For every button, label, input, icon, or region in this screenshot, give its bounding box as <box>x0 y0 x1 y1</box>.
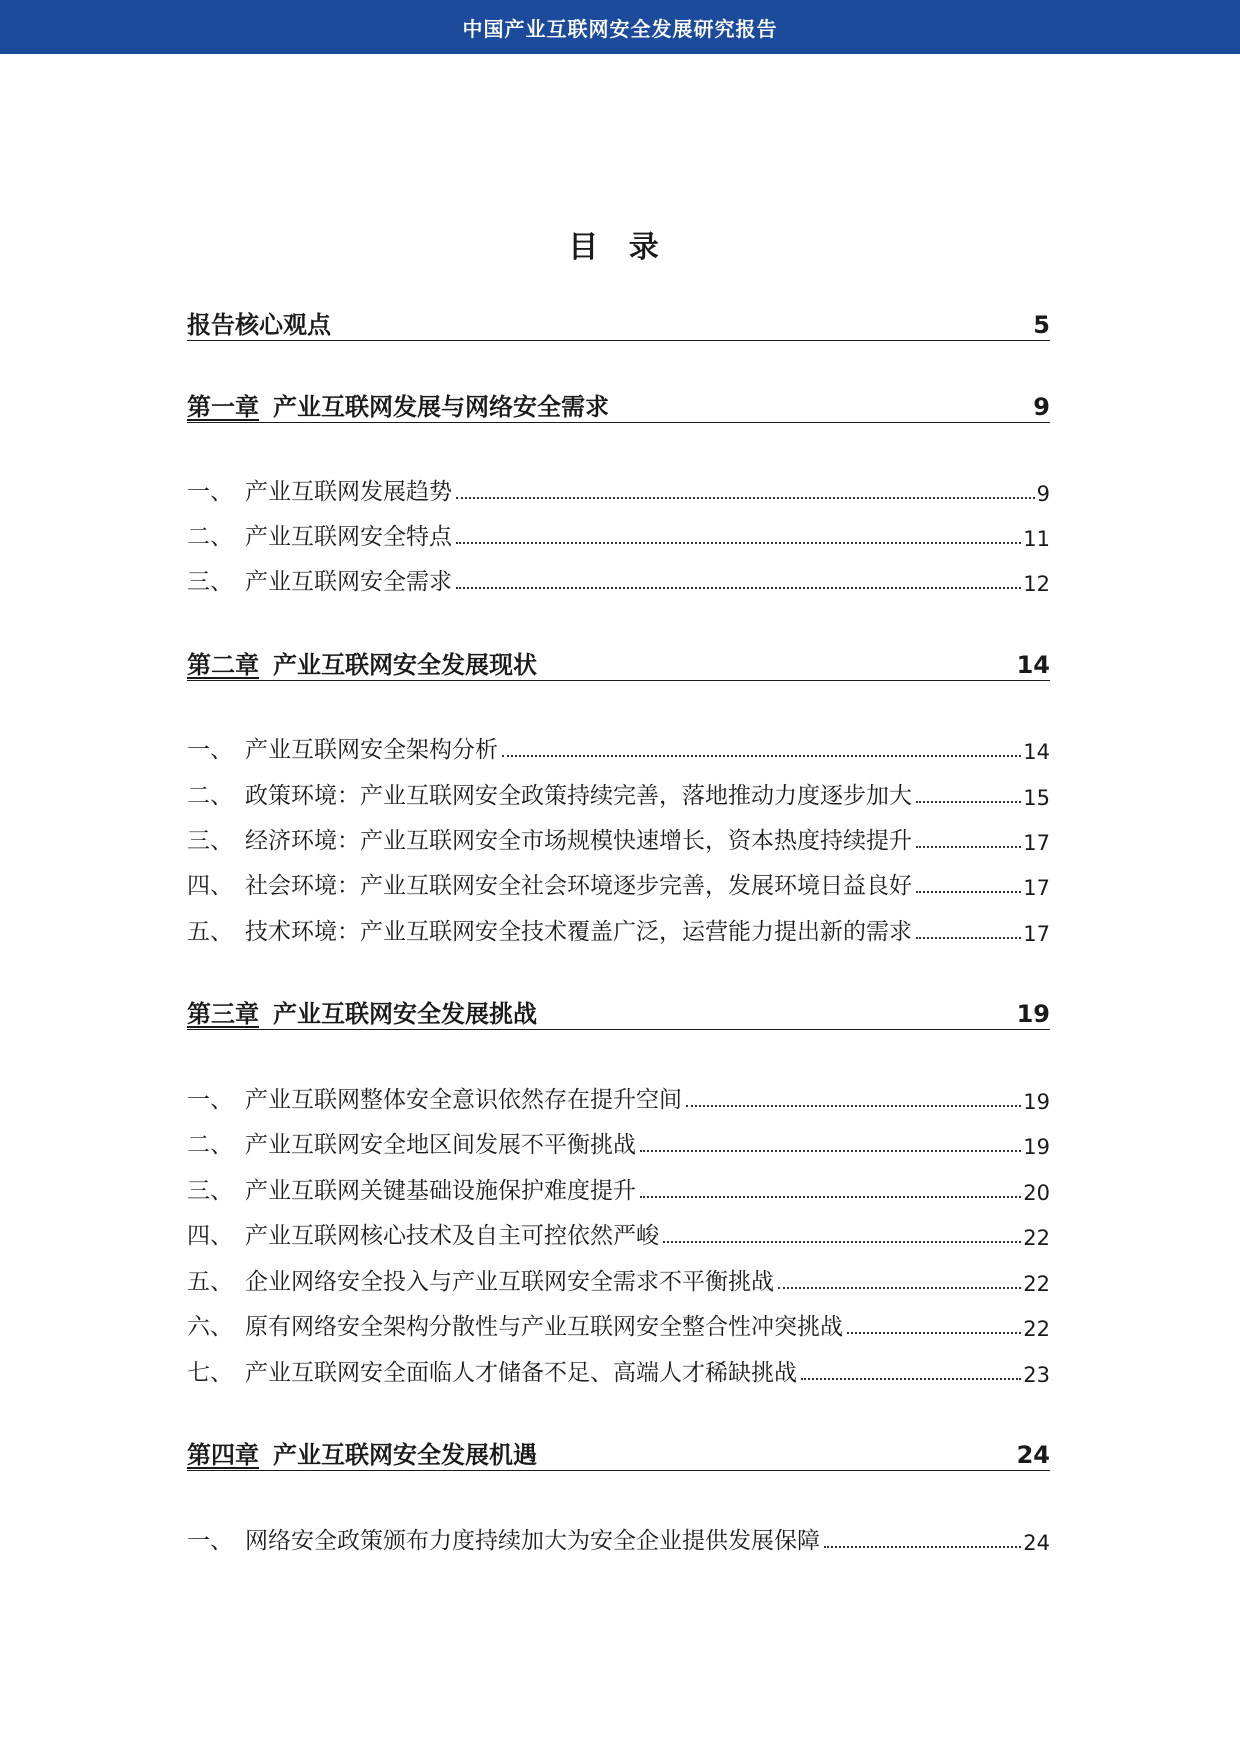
section-number: 五、 <box>187 919 233 945</box>
toc-page-number: 5 <box>1033 311 1050 339</box>
section-title: 产业互联网安全架构分析 <box>245 737 498 763</box>
toc-entry-title: 报告核心观点 <box>187 311 331 339</box>
toc-section[interactable] <box>187 1173 1050 1205</box>
section-number: 二、 <box>187 524 233 550</box>
toc-section[interactable] <box>187 1309 1050 1341</box>
chapter-title: 产业互联网安全发展挑战 <box>273 1000 537 1028</box>
section-title: 产业互联网关键基础设施保护难度提升 <box>245 1178 636 1204</box>
dot-leader <box>801 1378 1021 1380</box>
section-page-number: 17 <box>1023 922 1050 946</box>
toc-chapter-2[interactable] <box>187 646 1050 681</box>
toc-section[interactable] <box>187 1523 1050 1555</box>
header-bar <box>0 0 1240 54</box>
toc-section[interactable] <box>187 1355 1050 1387</box>
dot-leader <box>663 1241 1021 1243</box>
dot-leader <box>686 1105 1021 1107</box>
section-number: 二、 <box>187 783 233 809</box>
section-page-number: 12 <box>1023 572 1050 596</box>
toc-section[interactable] <box>187 474 1050 506</box>
dot-leader <box>847 1332 1021 1334</box>
dot-leader <box>456 542 1021 544</box>
chapter-page-number: 24 <box>1016 1441 1050 1469</box>
dot-leader <box>456 497 1035 499</box>
section-number: 四、 <box>187 1223 233 1249</box>
section-page-number: 9 <box>1036 482 1050 506</box>
section-page-number: 14 <box>1023 740 1050 764</box>
dot-leader <box>916 846 1021 848</box>
section-title: 技术环境：产业互联网安全技术覆盖广泛，运营能力提出新的需求 <box>245 919 912 945</box>
section-title: 产业互联网安全需求 <box>245 569 452 595</box>
section-number: 七、 <box>187 1360 233 1386</box>
section-page-number: 17 <box>1023 831 1050 855</box>
section-number: 三、 <box>187 569 233 595</box>
section-number: 一、 <box>187 479 233 505</box>
chapter-number: 第一章 <box>187 393 259 421</box>
toc-heading: 目 录 <box>568 230 669 265</box>
dot-leader <box>824 1546 1021 1548</box>
chapter-title: 产业互联网发展与网络安全需求 <box>273 393 609 421</box>
toc-section[interactable] <box>187 1127 1050 1159</box>
chapter-number: 第三章 <box>187 1000 259 1028</box>
section-page-number: 20 <box>1023 1181 1050 1205</box>
toc-section[interactable] <box>187 868 1050 900</box>
toc-chapter-3[interactable] <box>187 995 1050 1030</box>
section-number: 二、 <box>187 1132 233 1158</box>
section-page-number: 24 <box>1023 1531 1050 1555</box>
section-title: 产业互联网发展趋势 <box>245 479 452 505</box>
section-page-number: 19 <box>1023 1135 1050 1159</box>
section-page-number: 22 <box>1023 1317 1050 1341</box>
dot-leader <box>916 801 1021 803</box>
section-number: 四、 <box>187 873 233 899</box>
section-title: 企业网络安全投入与产业互联网安全需求不平衡挑战 <box>245 1269 774 1295</box>
section-title: 社会环境：产业互联网安全社会环境逐步完善，发展环境日益良好 <box>245 873 912 899</box>
chapter-title: 产业互联网安全发展机遇 <box>273 1441 537 1469</box>
section-title: 产业互联网安全特点 <box>245 524 452 550</box>
section-page-number: 19 <box>1023 1090 1050 1114</box>
section-number: 一、 <box>187 737 233 763</box>
toc-section[interactable] <box>187 1082 1050 1114</box>
section-number: 六、 <box>187 1314 233 1340</box>
dot-leader <box>502 755 1021 757</box>
dot-leader <box>778 1287 1021 1289</box>
section-page-number: 22 <box>1023 1226 1050 1250</box>
section-title: 产业互联网核心技术及自主可控依然严峻 <box>245 1223 659 1249</box>
section-page-number: 23 <box>1023 1363 1050 1387</box>
section-number: 五、 <box>187 1269 233 1295</box>
section-number: 一、 <box>187 1528 233 1554</box>
chapter-number: 第四章 <box>187 1441 259 1469</box>
chapter-page-number: 19 <box>1016 1000 1050 1028</box>
toc-chapter-4[interactable] <box>187 1436 1050 1471</box>
section-title: 原有网络安全架构分散性与产业互联网安全整合性冲突挑战 <box>245 1314 843 1340</box>
section-title: 经济环境：产业互联网安全市场规模快速增长，资本热度持续提升 <box>245 828 912 854</box>
dot-leader <box>640 1150 1021 1152</box>
chapter-title: 产业互联网安全发展现状 <box>273 651 537 679</box>
toc-entry-key-points[interactable] <box>187 306 1050 341</box>
chapter-page-number: 14 <box>1016 651 1050 679</box>
section-number: 三、 <box>187 1178 233 1204</box>
section-title: 政策环境：产业互联网安全政策持续完善，落地推动力度逐步加大 <box>245 783 912 809</box>
section-title: 产业互联网安全地区间发展不平衡挑战 <box>245 1132 636 1158</box>
section-title: 网络安全政策颁布力度持续加大为安全企业提供发展保障 <box>245 1528 820 1554</box>
section-number: 一、 <box>187 1087 233 1113</box>
report-title: 中国产业互联网安全发展研究报告 <box>462 16 778 41</box>
toc-section[interactable] <box>187 732 1050 764</box>
chapter-number: 第二章 <box>187 651 259 679</box>
toc-section[interactable] <box>187 1218 1050 1250</box>
section-page-number: 17 <box>1023 876 1050 900</box>
dot-leader <box>640 1196 1021 1198</box>
dot-leader <box>916 891 1021 893</box>
chapter-page-number: 9 <box>1033 393 1050 421</box>
section-page-number: 11 <box>1023 527 1050 551</box>
toc-chapter-1[interactable] <box>187 388 1050 423</box>
dot-leader <box>916 937 1021 939</box>
toc-section[interactable] <box>187 564 1050 596</box>
section-title: 产业互联网安全面临人才储备不足、高端人才稀缺挑战 <box>245 1360 797 1386</box>
toc-section[interactable] <box>187 778 1050 810</box>
section-title: 产业互联网整体安全意识依然存在提升空间 <box>245 1087 682 1113</box>
dot-leader <box>456 587 1021 589</box>
toc-section[interactable] <box>187 914 1050 946</box>
section-page-number: 22 <box>1023 1272 1050 1296</box>
toc-section[interactable] <box>187 1264 1050 1296</box>
toc-section[interactable] <box>187 823 1050 855</box>
toc-section[interactable] <box>187 519 1050 551</box>
section-page-number: 15 <box>1023 786 1050 810</box>
section-number: 三、 <box>187 828 233 854</box>
